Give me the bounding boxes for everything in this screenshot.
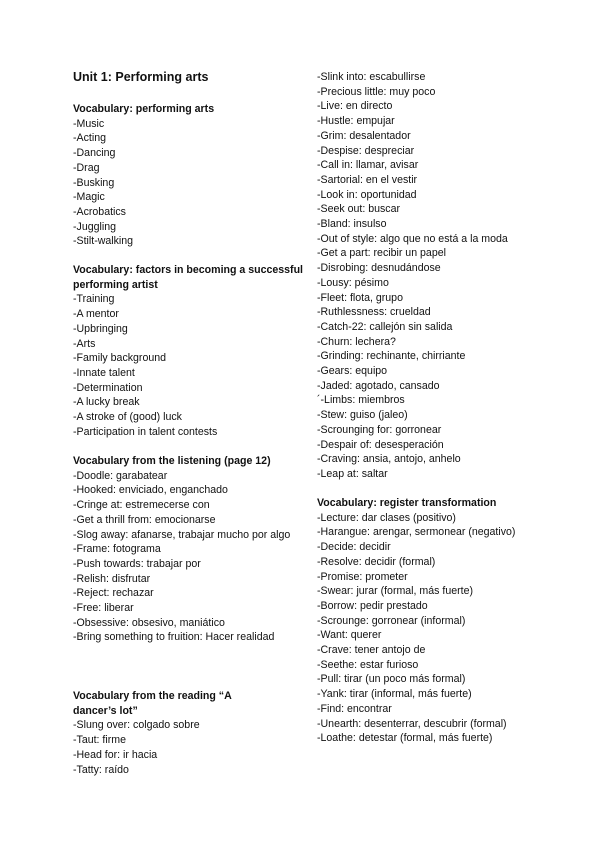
section-register-transformation bbox=[317, 496, 587, 746]
list-item: -Seethe: estar furioso bbox=[317, 658, 419, 671]
list-item: -Lecture: dar clases (positivo) bbox=[317, 511, 456, 524]
list-item: -A lucky break bbox=[73, 396, 140, 409]
list-item: -Busking bbox=[73, 176, 115, 189]
list-item: -Scrounge: gorronear (informal) bbox=[317, 614, 466, 627]
list-item: -Crave: tener antojo de bbox=[317, 644, 426, 657]
list-item: -Grinding: rechinante, chirriante bbox=[317, 350, 466, 363]
list-item: -Acting bbox=[73, 132, 106, 145]
list-item: -Harangue: arengar, sermonear (negativo) bbox=[317, 526, 516, 539]
vocab-list bbox=[73, 469, 305, 645]
list-item: -Look in: oportunidad bbox=[317, 188, 417, 201]
list-item: -Out of style: algo que no está a la moda bbox=[317, 232, 508, 245]
list-item: -Doodle: garabatear bbox=[73, 469, 168, 482]
list-item: -Scrounging for: gorronear bbox=[317, 423, 442, 436]
list-item: -Music bbox=[73, 117, 105, 130]
list-item: -Despair of: desesperación bbox=[317, 438, 444, 451]
list-item: -Stilt-walking bbox=[73, 235, 134, 248]
list-item: -Disrobing: desnudándose bbox=[317, 262, 441, 275]
list-item: -Participation in talent contests bbox=[73, 425, 218, 438]
section-reading-continued bbox=[317, 70, 587, 482]
list-item: -Free: liberar bbox=[73, 602, 134, 615]
list-item: -Head for: ir hacia bbox=[73, 748, 158, 761]
vocab-list bbox=[73, 292, 305, 439]
list-item: -Catch-22: callejón sin salida bbox=[317, 320, 453, 333]
list-item: -Ruthlessness: crueldad bbox=[317, 306, 431, 319]
list-item: -Determination bbox=[73, 381, 143, 394]
list-item: -Decide: decidir bbox=[317, 541, 391, 554]
list-item: -Get a thrill from: emocionarse bbox=[73, 513, 216, 526]
vocab-list bbox=[317, 511, 587, 746]
list-item: -Seek out: buscar bbox=[317, 203, 401, 216]
section-reading bbox=[73, 689, 305, 777]
list-item: -Innate talent bbox=[73, 366, 135, 379]
list-item: -Pull: tirar (un poco más formal) bbox=[317, 673, 466, 686]
list-item: -Hustle: empujar bbox=[317, 115, 395, 128]
list-item: -Upbringing bbox=[73, 322, 128, 335]
list-item: -Lousy: pésimo bbox=[317, 276, 389, 289]
section-performing-arts bbox=[73, 102, 305, 249]
list-item: ´-Limbs: miembros bbox=[317, 394, 405, 407]
list-item: -Hooked: enviciado, enganchado bbox=[73, 484, 228, 497]
list-item: -Slink into: escabullirse bbox=[317, 71, 426, 83]
list-item: -Acrobatics bbox=[73, 205, 126, 218]
list-item: -Craving: ansia, antojo, anhelo bbox=[317, 453, 461, 466]
list-item: -Jaded: agotado, cansado bbox=[317, 379, 440, 392]
list-item: -Frame: fotograma bbox=[73, 543, 161, 556]
section-listening bbox=[73, 454, 305, 645]
list-item: -Leap at: saltar bbox=[317, 467, 388, 480]
list-item: -Slung over: colgado sobre bbox=[73, 719, 200, 732]
list-item: -Cringe at: estremecerse con bbox=[73, 499, 210, 512]
section-heading: Vocabulary from the reading “A dancer’s lot” bbox=[73, 690, 232, 717]
list-item: -Loathe: detestar (formal, más fuerte) bbox=[317, 732, 493, 745]
list-item: -Sartorial: en el vestir bbox=[317, 173, 418, 186]
list-item: -Borrow: pedir prestado bbox=[317, 599, 428, 612]
list-item: -Family background bbox=[73, 352, 167, 365]
list-item: -Slog away: afanarse, trabajar mucho por algo bbox=[73, 528, 291, 541]
section-heading: Vocabulary: register transformation bbox=[317, 497, 497, 509]
list-item: -Juggling bbox=[73, 220, 116, 233]
list-item: -Bland: insulso bbox=[317, 218, 387, 231]
list-item: -Taut: firme bbox=[73, 734, 126, 747]
list-item: -Drag bbox=[73, 161, 100, 174]
list-item: -Fleet: flota, grupo bbox=[317, 291, 403, 304]
list-item: -Arts bbox=[73, 337, 96, 350]
list-item: -Tatty: raído bbox=[73, 763, 129, 776]
list-item: -Precious little: muy poco bbox=[317, 85, 436, 98]
section-heading: Vocabulary: performing arts bbox=[73, 103, 215, 115]
list-item: -Training bbox=[73, 293, 115, 306]
list-item: -Swear: jurar (formal, más fuerte) bbox=[317, 585, 473, 598]
list-item: -Find: encontrar bbox=[317, 702, 392, 715]
list-item: -Bring something to fruition: Hacer realidad bbox=[73, 631, 275, 644]
section-heading: Vocabulary: factors in becoming a successful performing artist bbox=[73, 264, 303, 291]
list-item: -Grim: desalentador bbox=[317, 129, 411, 142]
list-item: -Dancing bbox=[73, 147, 116, 160]
list-item: -Yank: tirar (informal, más fuerte) bbox=[317, 688, 472, 701]
list-item: -A stroke of (good) luck bbox=[73, 411, 182, 424]
list-item: -Stew: guiso (jaleo) bbox=[317, 409, 408, 422]
section-success-factors bbox=[73, 263, 305, 439]
list-item: -Get a part: recibir un papel bbox=[317, 247, 446, 260]
list-item: -Magic bbox=[73, 191, 105, 204]
list-item: -Call in: llamar, avisar bbox=[317, 159, 419, 172]
page-title: Unit 1: Performing arts bbox=[73, 70, 209, 84]
vocab-list bbox=[73, 117, 305, 249]
list-item: -Churn: lechera? bbox=[317, 335, 396, 348]
list-item: -Relish: disfrutar bbox=[73, 572, 151, 585]
list-item: -Promise: prometer bbox=[317, 570, 408, 583]
section-heading: Vocabulary from the listening (page 12) bbox=[73, 455, 271, 467]
vocab-list bbox=[73, 718, 305, 777]
list-item: -Despise: despreciar bbox=[317, 144, 415, 157]
list-item: -Gears: equipo bbox=[317, 365, 388, 378]
list-item: -Reject: rechazar bbox=[73, 587, 154, 600]
list-item: -Live: en directo bbox=[317, 100, 393, 113]
list-item: -Push towards: trabajar por bbox=[73, 557, 201, 570]
list-item: -Obsessive: obsesivo, maniático bbox=[73, 616, 225, 629]
list-item: -A mentor bbox=[73, 308, 119, 321]
list-item: -Resolve: decidir (formal) bbox=[317, 555, 436, 568]
list-item: -Want: querer bbox=[317, 629, 382, 642]
list-item: -Unearth: desenterrar, descubrir (formal) bbox=[317, 717, 507, 730]
